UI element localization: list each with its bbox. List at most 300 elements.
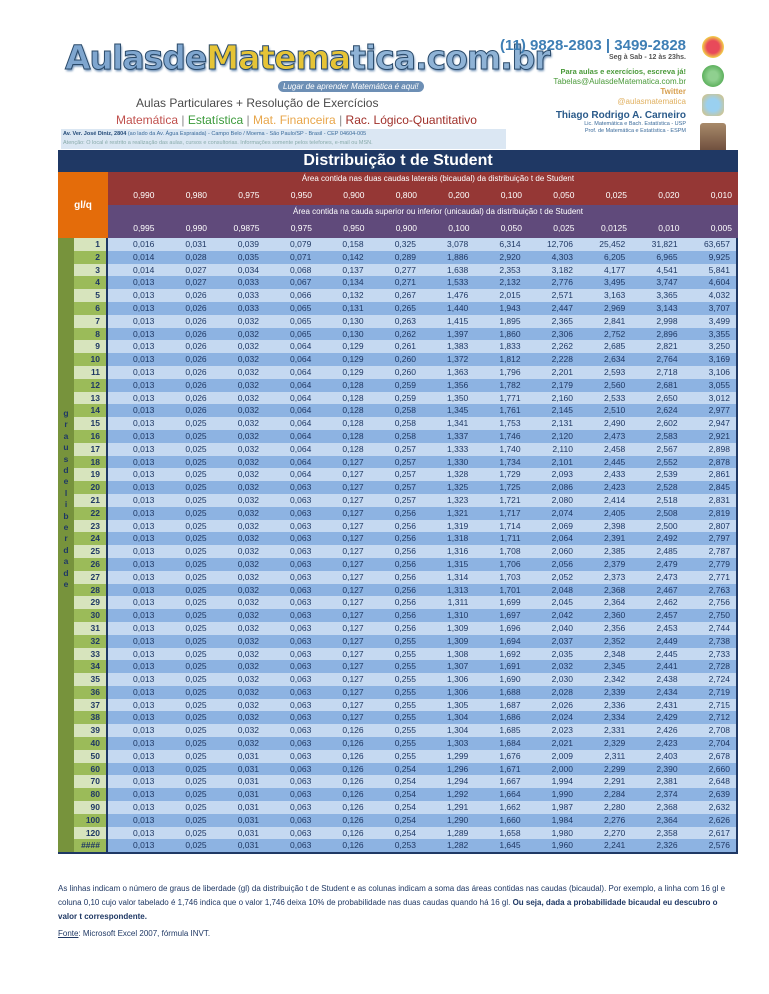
t-value: 1,714 bbox=[499, 520, 521, 531]
t-value: 1,372 bbox=[447, 354, 469, 365]
t-value: 2,453 bbox=[656, 622, 678, 633]
t-value: 0,065 bbox=[290, 315, 312, 326]
t-value: 0,256 bbox=[394, 507, 416, 518]
gl-value: 80 bbox=[58, 788, 108, 801]
t-value: 2,352 bbox=[604, 635, 626, 646]
t-value: 0,032 bbox=[237, 648, 259, 659]
t-value: 0,025 bbox=[185, 674, 207, 685]
gl-value: 120 bbox=[58, 827, 108, 840]
twitter-handle[interactable]: @aulasmatematica bbox=[617, 97, 686, 106]
t-value: 0,064 bbox=[290, 392, 312, 403]
t-value: 2,528 bbox=[656, 482, 678, 493]
t-value: 1,306 bbox=[447, 686, 469, 697]
t-value: 1,708 bbox=[499, 546, 521, 557]
table-row bbox=[58, 417, 736, 430]
t-value: 1,706 bbox=[499, 558, 521, 569]
t-value: 2,364 bbox=[604, 597, 626, 608]
t-value: 2,414 bbox=[604, 494, 626, 505]
t-value: 0,025 bbox=[185, 546, 207, 557]
source-line bbox=[58, 927, 738, 941]
table-row bbox=[58, 660, 736, 673]
t-value: 0,025 bbox=[185, 648, 207, 659]
gl-value: 7 bbox=[58, 315, 108, 328]
subjects-list bbox=[116, 113, 477, 127]
t-value: 0,014 bbox=[133, 264, 155, 275]
t-value: 0,025 bbox=[185, 712, 207, 723]
t-value: 0,032 bbox=[237, 328, 259, 339]
t-value: 0,257 bbox=[394, 469, 416, 480]
t-value: 0,013 bbox=[133, 507, 155, 518]
t-value: 0,033 bbox=[237, 277, 259, 288]
address-box bbox=[61, 129, 506, 149]
t-value: 1,662 bbox=[499, 802, 521, 813]
bicaudal-q-row bbox=[108, 186, 738, 205]
row-values bbox=[108, 238, 736, 251]
row-values bbox=[108, 379, 736, 392]
t-value: 0,254 bbox=[394, 802, 416, 813]
gl-value: 50 bbox=[58, 750, 108, 763]
t-value: 0,127 bbox=[342, 507, 364, 518]
t-value: 0,126 bbox=[342, 789, 364, 800]
t-value: 0,127 bbox=[342, 456, 364, 467]
table-row bbox=[58, 392, 736, 405]
row-values bbox=[108, 494, 736, 507]
t-value: 0,026 bbox=[185, 328, 207, 339]
t-value: 2,241 bbox=[604, 840, 626, 851]
t-value: 1,314 bbox=[447, 571, 469, 582]
table-row bbox=[58, 366, 736, 379]
row-values bbox=[108, 315, 736, 328]
unicaudal-q-value: 0,100 bbox=[448, 223, 470, 233]
t-value: 0,079 bbox=[290, 239, 312, 249]
separator: | bbox=[181, 113, 185, 127]
row-values bbox=[108, 558, 736, 571]
gl-value: 29 bbox=[58, 596, 108, 609]
side-label-letter: u bbox=[63, 442, 69, 453]
t-value: 0,026 bbox=[185, 302, 207, 313]
row-values bbox=[108, 456, 736, 469]
t-value: 0,063 bbox=[290, 610, 312, 621]
table-bottom-border bbox=[58, 852, 738, 854]
t-value: 2,715 bbox=[708, 699, 730, 710]
t-value: 1,664 bbox=[499, 789, 521, 800]
t-value: 0,013 bbox=[133, 469, 155, 480]
t-value: 2,678 bbox=[708, 750, 730, 761]
t-value: 0,027 bbox=[185, 277, 207, 288]
t-value: 0,064 bbox=[290, 418, 312, 429]
t-value: 0,025 bbox=[185, 802, 207, 813]
t-value: 3,250 bbox=[708, 341, 730, 352]
row-values bbox=[108, 520, 736, 533]
bicaudal-q-value: 0,990 bbox=[133, 190, 155, 200]
t-value: 0,127 bbox=[342, 469, 364, 480]
t-value: 2,632 bbox=[708, 802, 730, 813]
t-value: 2,681 bbox=[656, 379, 678, 390]
t-value: 1,313 bbox=[447, 584, 469, 595]
t-value: 0,032 bbox=[237, 622, 259, 633]
t-value: 1,325 bbox=[447, 482, 469, 493]
t-value: 2,064 bbox=[551, 533, 573, 544]
t-value: 0,137 bbox=[342, 264, 364, 275]
t-value: 2,433 bbox=[604, 469, 626, 480]
table-row bbox=[58, 430, 736, 443]
t-value: 0,126 bbox=[342, 738, 364, 749]
t-value: 2,728 bbox=[708, 661, 730, 672]
t-value: 0,255 bbox=[394, 686, 416, 697]
t-value: 6,314 bbox=[499, 239, 521, 249]
side-label-letter: e bbox=[63, 522, 69, 533]
twitter-icon bbox=[702, 94, 724, 116]
t-value: 0,013 bbox=[133, 622, 155, 633]
t-value: 0,071 bbox=[290, 251, 312, 262]
bicaudal-q-value: 0,010 bbox=[710, 190, 732, 200]
bicaudal-header bbox=[108, 172, 738, 205]
t-value: 0,032 bbox=[237, 507, 259, 518]
t-value: 1,304 bbox=[447, 725, 469, 736]
t-value: 1,782 bbox=[499, 379, 521, 390]
table-row bbox=[58, 520, 736, 533]
row-values bbox=[108, 711, 736, 724]
t-value: 2,398 bbox=[604, 520, 626, 531]
t-value: 0,129 bbox=[342, 366, 364, 377]
t-value: 0,031 bbox=[237, 802, 259, 813]
t-value: 2,533 bbox=[604, 392, 626, 403]
gl-value: 24 bbox=[58, 532, 108, 545]
row-values bbox=[108, 302, 736, 315]
t-value: 3,495 bbox=[604, 277, 626, 288]
gl-value: 23 bbox=[58, 520, 108, 533]
t-value: 0,063 bbox=[290, 802, 312, 813]
t-value: 0,013 bbox=[133, 584, 155, 595]
t-value: 2,032 bbox=[551, 661, 573, 672]
t-value: 2,345 bbox=[604, 661, 626, 672]
table-row bbox=[58, 622, 736, 635]
t-value: 2,445 bbox=[604, 456, 626, 467]
t-value: 1,305 bbox=[447, 699, 469, 710]
t-value: 1,330 bbox=[447, 456, 469, 467]
t-value: 1,701 bbox=[499, 584, 521, 595]
t-value: 0,063 bbox=[290, 686, 312, 697]
t-value: 0,253 bbox=[394, 840, 416, 851]
t-value: 0,063 bbox=[290, 494, 312, 505]
t-value: 1,671 bbox=[499, 763, 521, 774]
t-value: 2,074 bbox=[551, 507, 573, 518]
t-value: 2,026 bbox=[551, 699, 573, 710]
t-value: 0,013 bbox=[133, 776, 155, 787]
t-value: 0,013 bbox=[133, 443, 155, 454]
t-value: 2,276 bbox=[604, 814, 626, 825]
table-row bbox=[58, 532, 736, 545]
t-value: 0,025 bbox=[185, 840, 207, 851]
t-value: 2,145 bbox=[551, 405, 573, 416]
t-value: 0,013 bbox=[133, 635, 155, 646]
gl-value: 35 bbox=[58, 673, 108, 686]
t-value: 0,013 bbox=[133, 520, 155, 531]
t-value: 0,158 bbox=[342, 239, 364, 249]
side-label-letter: g bbox=[63, 408, 69, 418]
table-row bbox=[58, 238, 736, 251]
t-value: 2,819 bbox=[708, 507, 730, 518]
unicaudal-q-value: 0,010 bbox=[658, 223, 680, 233]
t-value: 0,127 bbox=[342, 533, 364, 544]
t-value: 1,310 bbox=[447, 610, 469, 621]
t-value: 2,845 bbox=[708, 482, 730, 493]
t-value: 0,031 bbox=[237, 827, 259, 838]
row-values bbox=[108, 276, 736, 289]
table-row bbox=[58, 635, 736, 648]
t-value: 25,452 bbox=[599, 239, 626, 249]
row-values bbox=[108, 340, 736, 353]
table-row bbox=[58, 699, 736, 712]
t-value: 0,013 bbox=[133, 610, 155, 621]
t-value: 2,120 bbox=[551, 430, 573, 441]
subject: Matemática bbox=[116, 113, 179, 127]
t-value: 0,032 bbox=[237, 379, 259, 390]
t-value: 0,025 bbox=[185, 814, 207, 825]
t-value: 0,126 bbox=[342, 827, 364, 838]
t-value: 1,309 bbox=[447, 635, 469, 646]
t-value: 2,009 bbox=[551, 750, 573, 761]
t-value: 1,691 bbox=[499, 661, 521, 672]
t-value: 2,374 bbox=[656, 789, 678, 800]
t-value: 2,552 bbox=[656, 456, 678, 467]
row-values bbox=[108, 673, 736, 686]
t-value: 0,032 bbox=[237, 533, 259, 544]
row-values bbox=[108, 737, 736, 750]
t-value: 2,462 bbox=[656, 597, 678, 608]
t-value: 0,032 bbox=[237, 341, 259, 352]
t-value: 1,690 bbox=[499, 674, 521, 685]
gl-value: 39 bbox=[58, 724, 108, 737]
t-value: 2,508 bbox=[656, 507, 678, 518]
t-value: 2,131 bbox=[551, 418, 573, 429]
table-row bbox=[58, 507, 736, 520]
side-label-letter: d bbox=[63, 567, 69, 578]
t-value: 63,657 bbox=[703, 239, 730, 249]
t-value: 1,309 bbox=[447, 622, 469, 633]
t-value: 1,685 bbox=[499, 725, 521, 736]
t-value: 1,350 bbox=[447, 392, 469, 403]
t-value: 2,040 bbox=[551, 622, 573, 633]
t-value: 0,032 bbox=[237, 443, 259, 454]
table-row bbox=[58, 276, 736, 289]
t-value: 2,035 bbox=[551, 648, 573, 659]
email-link[interactable]: Tabelas@AulasdeMatematica.com.br bbox=[553, 77, 686, 86]
t-value: 0,127 bbox=[342, 584, 364, 595]
table-row bbox=[58, 571, 736, 584]
t-value: 1,323 bbox=[447, 494, 469, 505]
separator: | bbox=[339, 113, 343, 127]
t-value: 0,258 bbox=[394, 418, 416, 429]
t-value: 0,142 bbox=[342, 251, 364, 262]
t-value: 1,990 bbox=[551, 789, 573, 800]
t-value: 1,753 bbox=[499, 418, 521, 429]
table-row bbox=[58, 289, 736, 302]
t-value: 1,319 bbox=[447, 520, 469, 531]
row-values bbox=[108, 648, 736, 661]
t-value: 1,960 bbox=[551, 840, 573, 851]
table-row bbox=[58, 443, 736, 456]
t-value: 0,032 bbox=[237, 635, 259, 646]
unicaudal-q-row bbox=[108, 219, 738, 238]
table-row bbox=[58, 596, 736, 609]
t-value: 0,131 bbox=[342, 302, 364, 313]
row-values bbox=[108, 366, 736, 379]
t-value: 0,127 bbox=[342, 674, 364, 685]
t-value: 2,329 bbox=[604, 738, 626, 749]
table-row bbox=[58, 827, 736, 840]
t-value: 2,473 bbox=[604, 430, 626, 441]
t-value: 2,560 bbox=[604, 379, 626, 390]
t-value: 2,110 bbox=[552, 443, 573, 454]
gl-value: 20 bbox=[58, 481, 108, 494]
t-value: 2,132 bbox=[499, 277, 521, 288]
t-value: 0,025 bbox=[185, 725, 207, 736]
t-value: 1,676 bbox=[499, 750, 521, 761]
t-value: 0,066 bbox=[290, 290, 312, 301]
t-value: 2,921 bbox=[708, 430, 730, 441]
source-label: Fonte bbox=[58, 929, 79, 938]
table-row bbox=[58, 453, 736, 469]
unicaudal-q-value: 0,005 bbox=[710, 223, 732, 233]
t-value: 0,277 bbox=[394, 264, 416, 275]
t-value: 3,365 bbox=[656, 290, 678, 301]
table-row bbox=[58, 686, 736, 699]
t-value: 0,013 bbox=[133, 712, 155, 723]
t-value: 0,032 bbox=[237, 456, 259, 467]
t-value: 0,025 bbox=[185, 738, 207, 749]
t-value: 0,126 bbox=[342, 814, 364, 825]
t-value: 1,771 bbox=[499, 392, 521, 403]
t-value: 0,032 bbox=[237, 661, 259, 672]
t-value: 1,291 bbox=[447, 802, 469, 813]
t-value: 0,013 bbox=[133, 648, 155, 659]
t-value: 0,025 bbox=[185, 469, 207, 480]
t-value: 0,260 bbox=[394, 354, 416, 365]
author-credential: Prof. de Matemática e Estatística - ESPM bbox=[584, 128, 686, 134]
site-logo bbox=[65, 38, 550, 77]
t-value: 0,127 bbox=[342, 558, 364, 569]
t-value: 0,026 bbox=[185, 354, 207, 365]
t-value: 1,321 bbox=[447, 507, 469, 518]
t-value: 0,032 bbox=[237, 610, 259, 621]
t-value: 2,920 bbox=[499, 251, 521, 262]
t-value: 0,063 bbox=[290, 789, 312, 800]
t-value: 2,284 bbox=[604, 789, 626, 800]
t-value: 2,385 bbox=[604, 546, 626, 557]
t-value: 0,014 bbox=[133, 251, 155, 262]
table-row bbox=[58, 788, 736, 801]
table-header bbox=[58, 172, 738, 238]
t-value: 0,028 bbox=[185, 251, 207, 262]
t-value: 0,013 bbox=[133, 840, 155, 851]
explanation bbox=[58, 882, 738, 924]
t-value: 0,013 bbox=[133, 418, 155, 429]
t-value: 2,626 bbox=[708, 814, 730, 825]
t-value: 0,033 bbox=[237, 290, 259, 301]
t-value: 2,037 bbox=[551, 635, 573, 646]
row-values bbox=[108, 404, 736, 417]
gl-value: 90 bbox=[58, 801, 108, 814]
t-value: 1,383 bbox=[447, 341, 469, 352]
t-value: 2,617 bbox=[708, 827, 730, 838]
t-value: 1,746 bbox=[499, 430, 521, 441]
t-value: 0,127 bbox=[342, 610, 364, 621]
bicaudal-q-value: 0,975 bbox=[238, 190, 260, 200]
t-value: 2,291 bbox=[604, 776, 626, 787]
t-value: 0,032 bbox=[237, 354, 259, 365]
t-value: 2,445 bbox=[656, 648, 678, 659]
table-row bbox=[58, 775, 736, 788]
t-value: 2,583 bbox=[656, 430, 678, 441]
t-value: 0,032 bbox=[237, 520, 259, 531]
t-value: 0,032 bbox=[237, 597, 259, 608]
t-value: 0,013 bbox=[133, 814, 155, 825]
t-value: 2,624 bbox=[656, 405, 678, 416]
t-value: 3,163 bbox=[604, 290, 626, 301]
t-value: 0,063 bbox=[290, 558, 312, 569]
t-value: 0,031 bbox=[237, 763, 259, 774]
t-value: 2,571 bbox=[551, 290, 573, 301]
row-values bbox=[108, 788, 736, 801]
t-value: 0,032 bbox=[237, 674, 259, 685]
logo-part: tica.com.br bbox=[350, 38, 550, 77]
t-value: 0,032 bbox=[237, 699, 259, 710]
t-value: 0,127 bbox=[342, 494, 364, 505]
t-value: 0,013 bbox=[133, 277, 155, 288]
t-value: 0,063 bbox=[290, 763, 312, 774]
gl-value: 9 bbox=[58, 340, 108, 353]
t-value: 12,706 bbox=[546, 239, 573, 249]
author-credential: Lic. Matemática e Bach. Estatística - USP bbox=[584, 121, 686, 127]
t-value: 0,254 bbox=[394, 789, 416, 800]
address-detail: (ao lado da Av. Água Espraiada) - Campo Belo / Moema - São Paulo/SP - Brasil - CEP 04604-005 bbox=[127, 131, 367, 137]
t-value: 0,257 bbox=[394, 443, 416, 454]
t-value: 3,169 bbox=[708, 354, 730, 365]
t-value: 1,315 bbox=[447, 558, 469, 569]
services-subtitle: Aulas Particulares + Resolução de Exercícios bbox=[136, 96, 379, 110]
bicaudal-q-value: 0,100 bbox=[500, 190, 522, 200]
unicaudal-q-value: 0,0125 bbox=[601, 223, 627, 233]
t-value: 1,740 bbox=[499, 443, 521, 454]
t-value: 0,025 bbox=[185, 533, 207, 544]
t-value: 0,064 bbox=[290, 341, 312, 352]
explanation-bold: Ou seja, dada a probabilidade bicaudal eu descubro o valor t correspondente. bbox=[58, 898, 718, 921]
t-value: 1,812 bbox=[499, 354, 521, 365]
t-value: 0,128 bbox=[342, 443, 364, 454]
corner-label: gl/q bbox=[58, 172, 108, 238]
table-notes bbox=[58, 882, 738, 941]
degrees-of-freedom-side-label bbox=[58, 238, 74, 852]
t-value: 1,721 bbox=[499, 494, 521, 505]
t-value: 0,127 bbox=[342, 520, 364, 531]
bicaudal-q-value: 0,980 bbox=[185, 190, 207, 200]
table-row bbox=[58, 315, 736, 328]
t-value: 0,325 bbox=[394, 239, 416, 249]
t-value: 0,025 bbox=[185, 750, 207, 761]
t-value: 4,604 bbox=[708, 277, 730, 288]
t-value: 1,860 bbox=[499, 328, 521, 339]
t-value: 1,711 bbox=[499, 533, 521, 544]
table-row bbox=[58, 558, 736, 571]
t-value: 2,042 bbox=[551, 610, 573, 621]
t-value: 2,342 bbox=[604, 674, 626, 685]
bicaudal-q-value: 0,800 bbox=[395, 190, 417, 200]
t-value: 0,013 bbox=[133, 699, 155, 710]
gl-value: 3 bbox=[58, 264, 108, 277]
t-value: 0,255 bbox=[394, 635, 416, 646]
t-value: 2,771 bbox=[708, 571, 730, 582]
